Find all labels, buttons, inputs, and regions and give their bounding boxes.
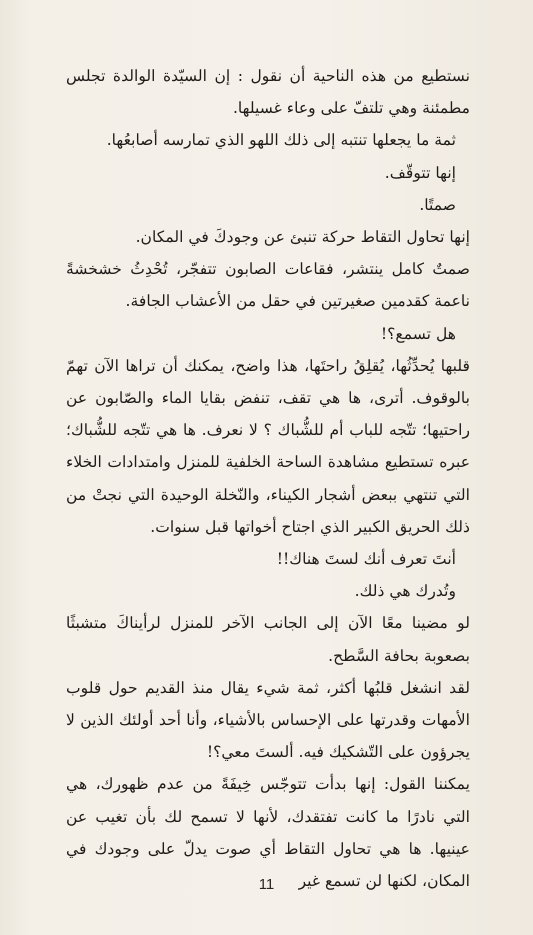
paragraph: قلبها يُحدِّثُها، يُقلِقُ راحتَها، هذا واضح، يمكنك أن تراها الآن تهمّ بالوقوف. أترى، ها هي تقف، تنفض بقايا الماء والصّابون عن راحتيها؛ تتّجه للباب أم للشُّباك ؟ لا نعرف. ها هي تتّجه للشُّباك؛ عبره تستطيع مشاهدة الساحة الخلفية للمنزل وامتدادات الخلاء التي تنتهي ببعض أشجار الكيناء، والنّخلة الوحيدة التي نجتْ من ذلك الحريق الكبير الذي اجتاح أخواتها قبل سنوات. xyxy=(66,356,470,536)
paragraph: إنها تحاول التقاط حركة تنبئ عن وجودكَ في المكان. xyxy=(135,228,470,247)
paragraph: أنتَ تعرف أنك لستَ هناك!! xyxy=(276,550,456,569)
page-number: 11 xyxy=(258,876,275,893)
paragraph: لقد انشغل قلبُها أكثر، ثمة شيء يقال منذ القديم حول قلوب الأمهات وقدرتها على الإحساس بالأشياء، وأنا أحد أولئك الذين لا يجرؤون على التّشكيك فيه. ألستَ معي؟! xyxy=(66,678,470,762)
paragraph: ثمة ما يجعلها تنتبه إلى ذلك اللهو الذي تمارسه أصابعُها. xyxy=(106,131,456,150)
paragraph: وتُدرك هي ذلك. xyxy=(354,582,456,601)
paragraph: إنها تتوقّف. xyxy=(384,163,456,182)
paragraph: صمتًا. xyxy=(419,195,456,214)
paragraph: يمكننا القول: إنها بدأت تتوجّس خِيفَةً من عدم ظهورك، هي التي نادرًا ما كانت تفتقدك، لأنها لا تسمح لك بأن تغيب عن عينيها. ها هي تحاول التقاط أي صوت يدلّ على وجودك في المكان، لكنها لن تسمع غير xyxy=(66,775,470,891)
page-body-text xyxy=(66,60,470,897)
paragraph: نستطيع من هذه الناحية أن نقول : إن السيّدة الوالدة تجلس مطمئنة وهي تلتفّ على وعاء غسيلها. xyxy=(66,67,470,118)
paragraph: صمتٌ كامل ينتشر، فقاعات الصابون تتفجّر، تُحْدِثُ خشخشةً ناعمة كقدمين صغيرتين في حقل من الأعشاب الجافة. xyxy=(66,260,470,311)
paragraph: لو مضينا معًا الآن إلى الجانب الآخر للمنزل لرأيناكَ متشبثًا بصعوبة بحافة السَّطح. xyxy=(66,614,470,665)
paragraph: هل تسمع؟! xyxy=(380,324,456,343)
